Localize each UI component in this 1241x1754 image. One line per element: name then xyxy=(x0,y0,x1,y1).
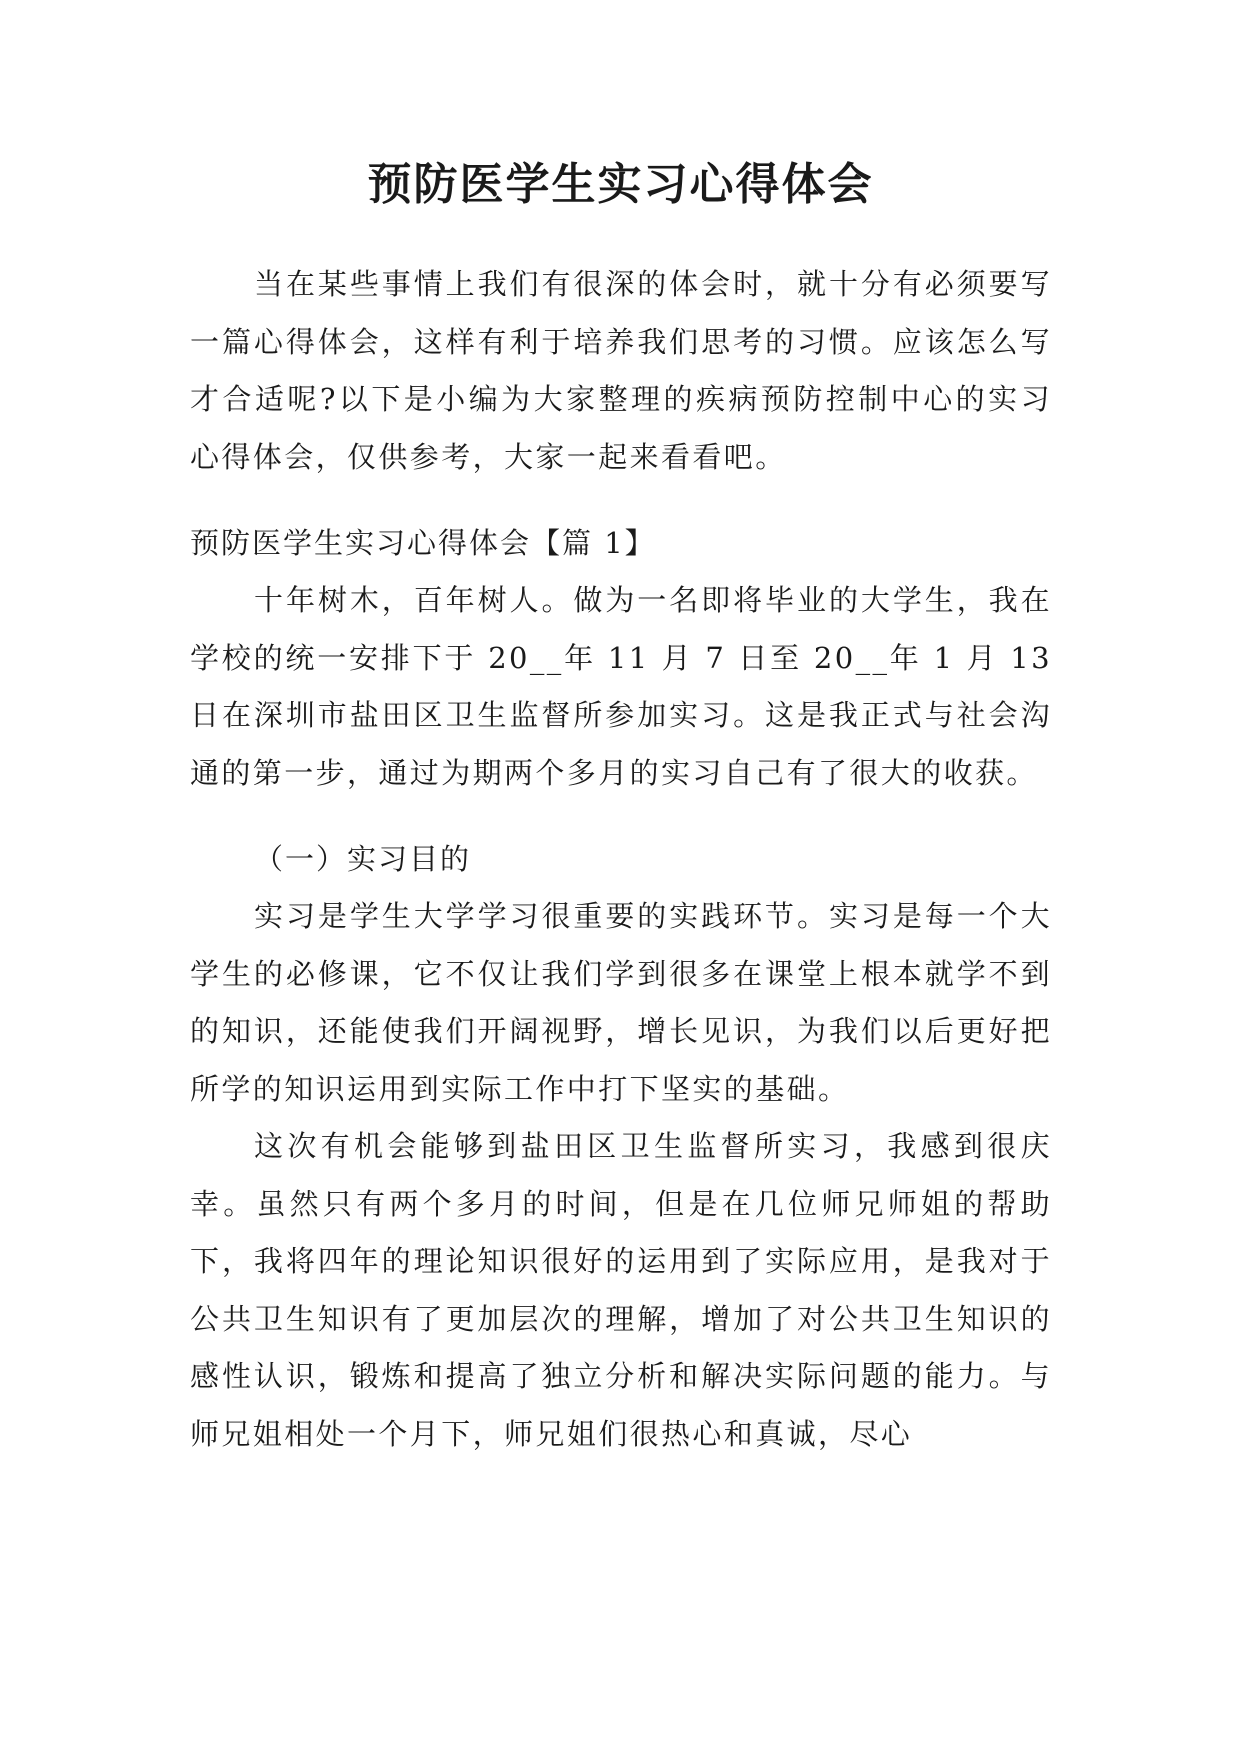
section-title: 预防医学生实习心得体会【篇 1】 xyxy=(190,526,656,560)
paragraph-1: 十年树木，百年树人。做为一名即将毕业的大学生，我在学校的统一安排下于 20__年 11 月 7 日至 20__年 1 月 13 日在深圳市盐田区卫生监督所参加实习。这是我正式与社会沟通的第一步，通过为期两个多月的实习自己有了很大的收获。 xyxy=(190,583,1052,790)
document-title: 预防医学生实习心得体会 xyxy=(367,159,874,210)
subheading-purpose: （一）实习目的 xyxy=(254,842,472,876)
intro-paragraph: 当在某些事情上我们有很深的体会时，就十分有必须要写一篇心得体会，这样有利于培养我们思考的习惯。应该怎么写才合适呢?以下是小编为大家整理的疾病预防控制中心的实习心得体会，仅供参考，大家一起来看看吧。 xyxy=(190,267,1052,474)
paragraph-3: 这次有机会能够到盐田区卫生监督所实习，我感到很庆幸。虽然只有两个多月的时间，但是在几位师兄师姐的帮助下，我将四年的理论知识很好的运用到了实际应用，是我对于公共卫生知识有了更加层次的理解，增加了对公共卫生知识的感性认识，锻炼和提高了独立分析和解决实际问题的能力。与师兄姐相处一个月下，师兄姐们很热心和真诚，尽心 xyxy=(190,1129,1052,1451)
paragraph-2: 实习是学生大学学习很重要的实践环节。实习是每一个大学生的必修课，它不仅让我们学到很多在课堂上根本就学不到的知识，还能使我们开阔视野，增长见识，为我们以后更好把所学的知识运用到实际工作中打下坚实的基础。 xyxy=(190,899,1052,1106)
